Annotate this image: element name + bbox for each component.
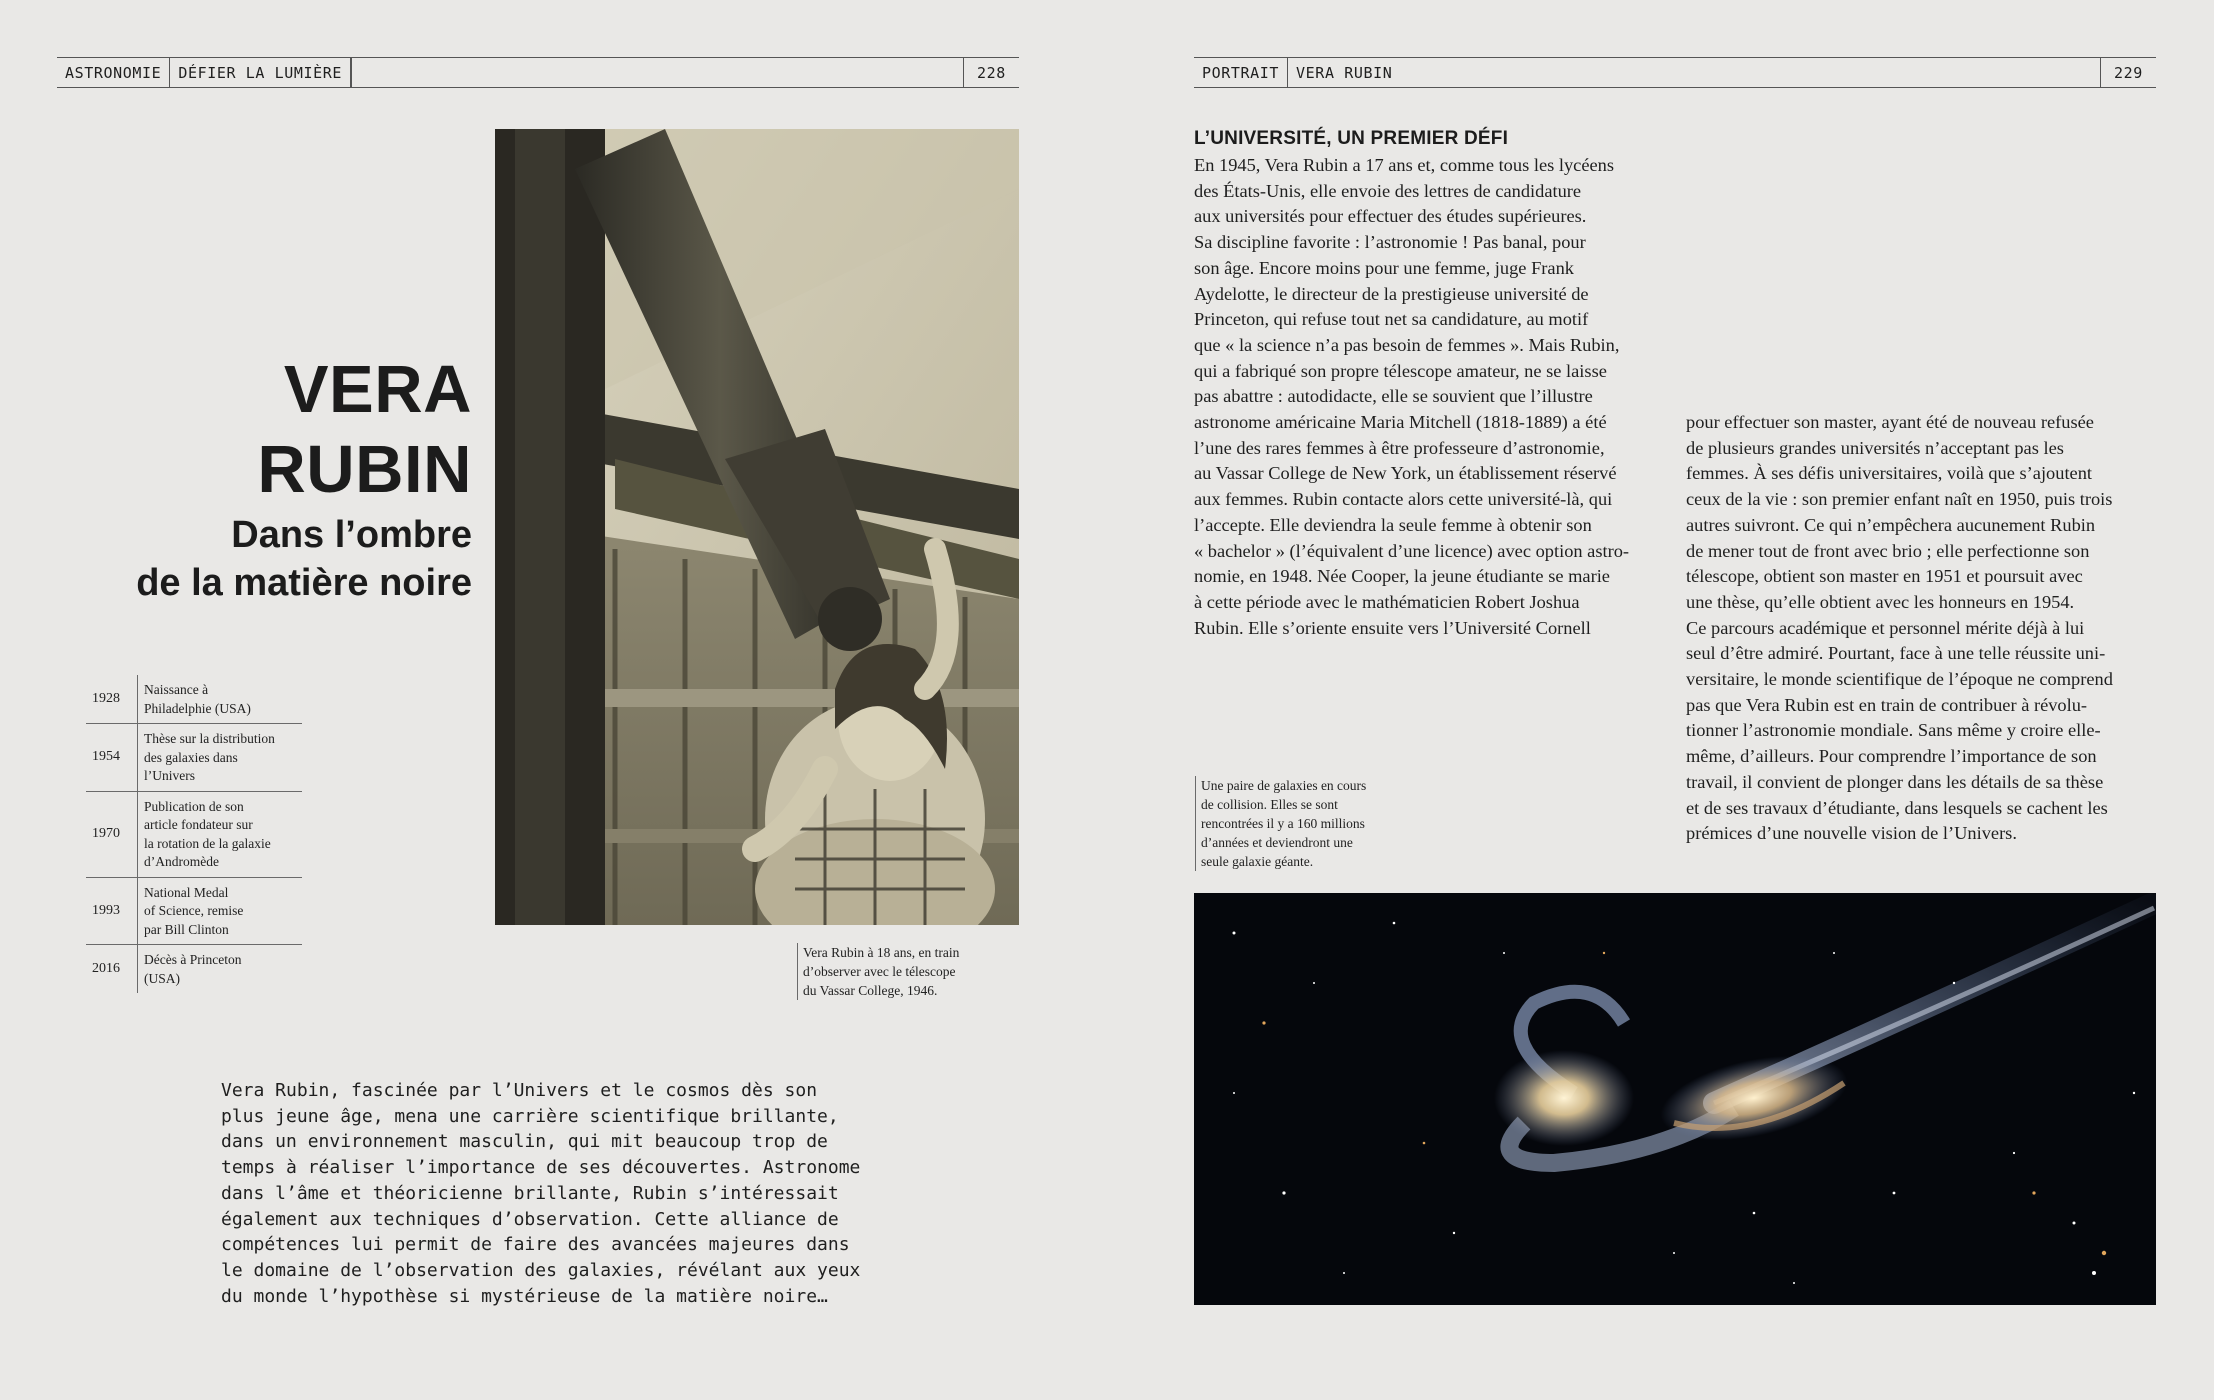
timeline-row <box>86 945 302 993</box>
header-spacer <box>351 58 963 87</box>
subtitle-line-2: de la matière noire <box>136 562 472 604</box>
timeline-row <box>86 878 302 946</box>
timeline-row <box>86 724 302 792</box>
intro-paragraph: Vera Rubin, fascinée par l’Univers et le cosmos dès son plus jeune âge, mena une carrière scientifique brillante, dans un environnement masculin, qui mit beaucoup trop de temps à réaliser l’importance de ses découvertes. Astronome dans l’âme et théoricienne brillante, Rubin s’intéressait également aux techniques d’observation. Cette alliance de compétences lui permit de faire des avancées majeures dans le domaine de l’observation des galaxies, révélant aux yeux du monde l’hypothèse si mystérieuse de la matière noire… <box>221 1080 861 1307</box>
timeline-event: National Medal of Science, remise par Bill Clinton <box>144 884 244 937</box>
title-block <box>60 350 472 606</box>
article-column-2: pour effectuer son master, ayant été de nouveau refusée de plusieurs grandes universités n’acceptant pas les femmes. À ses défis universitaires, voilà que s’ajoutent ceux de la vie : son premier enfant naît en 1950, puis trois autres suivront. Ce qui n’empêchera aucunement Rubin de mener tout de front avec brio ; elle perfectionne son télescope, obtient son master en 1951 et poursuit avec une thèse, qu’elle obtient avec les honneurs en 1954. Ce parcours académique et personnel mérite déjà à lui seul d’être admiré. Pourtant, face à une telle réussite uni- versitaire, le monde scientifique de l’époque ne comprend pas que Vera Rubin est en train de contribuer à révolu- tionner l’astronomie mondiale. Sans même y croire elle- même, d’ailleurs. Pour comprendre l’importance de son travail, il convient de plonger dans les détails de sa thèse et de ses travaux d’étudiante, dans lesquels se cachent les prémices d’une nouvelle vision de l’Univers. <box>1686 412 2113 844</box>
timeline-year: 1993 <box>86 878 138 945</box>
page-number-left: 228 <box>963 58 1019 87</box>
timeline <box>86 675 302 993</box>
timeline-event: Décès à Princeton (USA) <box>144 952 242 986</box>
timeline-year: 1954 <box>86 724 138 791</box>
page-number-right: 229 <box>2100 58 2156 87</box>
photo-caption-telescope: Vera Rubin à 18 ans, en train d’observer avec le télescope du Vassar College, 1946. <box>797 943 1007 1000</box>
page-title: VERA RUBIN <box>257 352 472 507</box>
header-section-label: PORTRAIT <box>1194 58 1288 87</box>
running-header-left <box>57 57 1019 88</box>
subtitle-line-1: Dans l’ombre <box>231 514 472 556</box>
header-chapter-label: VERA RUBIN <box>1296 63 1393 82</box>
timeline-row <box>86 792 302 878</box>
timeline-year: 1928 <box>86 675 138 723</box>
timeline-event: Thèse sur la distribution des galaxies dans l’Univers <box>144 731 275 783</box>
timeline-year: 2016 <box>86 945 138 993</box>
photo-vera-rubin-telescope <box>495 129 1019 925</box>
timeline-year: 1970 <box>86 792 138 877</box>
header-section-label: ASTRONOMIE <box>65 63 162 82</box>
timeline-row <box>86 675 302 724</box>
header-chapter-label: DÉFIER LA LUMIÈRE <box>169 58 351 87</box>
section-title: L’UNIVERSITÉ, UN PREMIER DÉFI <box>1194 128 1509 149</box>
photo-caption-galaxy: Une paire de galaxies en cours de collision. Elles se sont rencontrées il y a 160 millions d’années et deviendront une seule galaxie géante. <box>1195 776 1403 871</box>
article-column-1: En 1945, Vera Rubin a 17 ans et, comme tous les lycéens des États-Unis, elle envoie des lettres de candidature aux universités pour effectuer des études supérieures. Sa discipline favorite : l’astronomie ! Pas banal, pour son âge. Encore moins pour une femme, juge Frank Aydelotte, le directeur de la prestigieuse université de Princeton, qui refuse tout net sa candidature, au motif que « la science n’a pas besoin de femmes ». Mais Rubin, qui a fabriqué son propre télescope amateur, ne se laisse pas abattre : autodidacte, elle se souvient que l’illustre astronome américaine Maria Mitchell (1818-1889) a été l’une des rares femmes à être professeure d’astronomie, au Vassar College de New York, un établissement réservé aux femmes. Rubin contacte alors cette université-là, qui l’accepte. Elle deviendra la seule femme à obtenir son « bachelor » (l’équivalent d’une licence) avec option astro- nomie, en 1948. Née Cooper, la jeune étudiante se marie à cette période avec le mathématicien Robert Joshua Rubin. Elle s’oriente ensuite vers l’Université Cornell <box>1194 155 1630 638</box>
running-header-right <box>1194 57 2156 88</box>
telescope-photo-illustration <box>495 129 1019 925</box>
galaxy-photo-illustration <box>1194 893 2156 1305</box>
photo-colliding-galaxies <box>1194 893 2156 1305</box>
timeline-event: Naissance à Philadelphie (USA) <box>144 682 251 716</box>
timeline-event: Publication de son article fondateur sur la rotation de la galaxie d’Andromède <box>144 798 271 869</box>
